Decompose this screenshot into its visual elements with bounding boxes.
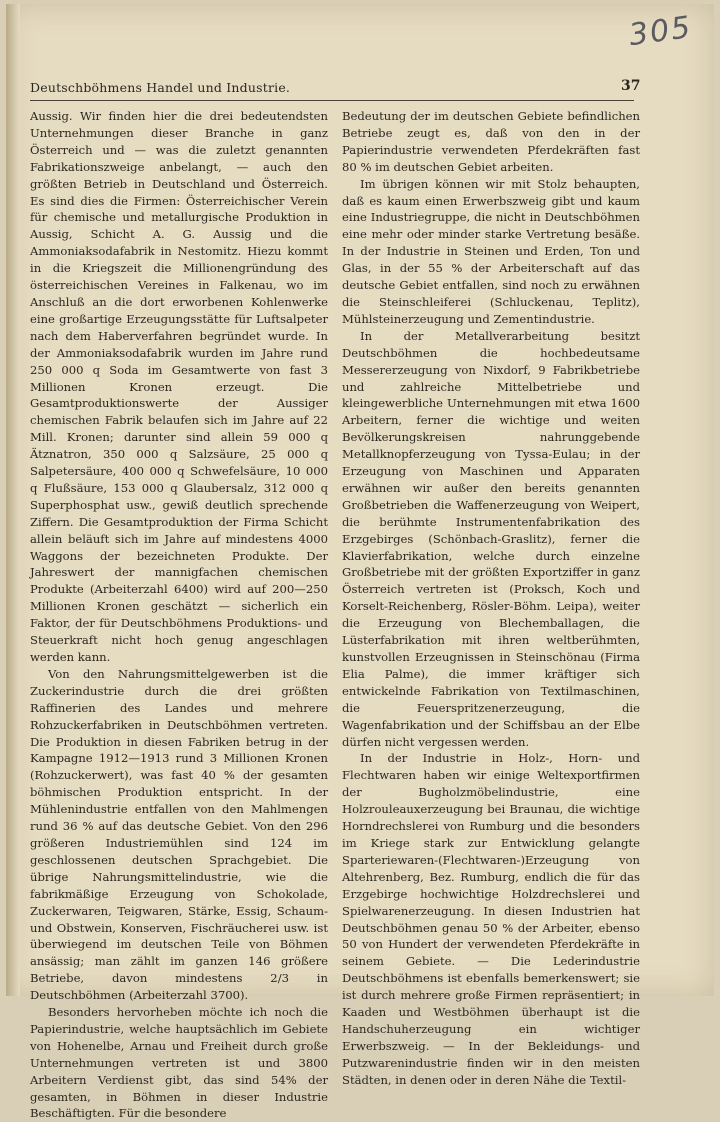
page-number: 37 — [621, 78, 641, 94]
paragraph: Aussig. Wir finden hier die drei bedeutendsten Unternehmungen dieser Branche in ganz Österreich und — was die zuletzt genannten Fabrikationszweige anbelangt, — auch den größten Betrieb in Deutschland und Österreich. Es sind dies die Firmen: Österreichischer Verein für chemische und metallurgische Produktion in Aussig, Schicht A. G. Aussig und die Ammoniaksodafabrik in Nestomitz. Hiezu kommt in die Kriegszeit die Millionengründung des österreichischen Vereines in Falkenau, wo im Anschluß an die dort erworbenen Kohlenwerke eine großartige Erzeugungsstätte für Luftsalpeter nach dem Haberverfahren begründet wurde. In der Ammoniaksodafabrik wurden im Jahre rund 250 000 q Soda im Gesamtwerte von fast 3 Millionen Kronen erzeugt. Die Gesamtproduktionswerte der Aussiger chemischen Fabrik belaufen sich im Jahre auf 22 Mill. Kronen; darunter sind allein 59 000 q Ätznatron, 350 000 q Salzsäure, 25 000 q Salpetersäure, 400 000 q Schwefelsäure, 10 000 q Flußsäure, 153 000 q Glaubersalz, 312 000 q Superphosphat usw., gewiß deutlich sprechende Ziffern. Die Gesamtproduktion der Firma Schicht allein beläuft sich im Jahre auf mindestens 4000 Waggons der bezeichneten Produkte. Der Jahreswert der mannigfachen chemischen Produkte (Arbeiterzahl 6400) wird auf 200—250 Millionen Kronen geschätzt — sicherlich ein Faktor, der für Deutschböhmens Produktions- und Steuerkraft nicht hoch genug angeschlagen werden kann. — [30, 109, 328, 664]
paragraph: Bedeutung der im deutschen Gebiete befindlichen Betriebe zeugt es, daß von den in der Papierindustrie verwendeten Pferdekräften fast 80 % im deutschen Gebiet arbeiten. — [342, 109, 640, 174]
running-title: Deutschböhmens Handel und Industrie. — [30, 80, 291, 95]
paragraph: Von den Nahrungsmittelgewerben ist die Zuckerindustrie durch die drei größten Raffinerien des Landes und mehrere Rohzuckerfabriken in Deutschböhmen vertreten. Die Produktion in diesen Fabriken betrug in der Kampagne 1912—1913 rund 3 Millionen Kronen (Rohzuckerwert), was fast 40 % der gesamten böhmischen Produktion entspricht. In der Mühlenindustrie entfallen von den Mahlmengen rund 36 % auf das deutsche Gebiet. Von den 296 größeren Industriemühlen sind 124 im geschlossenen deutschen Sprachgebiet. Die übrige Nahrungsmittelindustrie, wie die fabrikmäßige Erzeugung von Schokolade, Zuckerwaren, Teigwaren, Stärke, Essig, Schaum- und Obstwein, Konserven, Fischräucherei usw. ist überwiegend im deutschen Teile von Böhmen ansässig; man zählt im ganzen 146 größere Betriebe, davon mindestens 2/3 in Deutschböhmen (Arbeiterzahl 3700). — [30, 666, 328, 1003]
paragraph: In der Industrie in Holz-, Horn- und Flechtwaren haben wir einige Weltexportfirmen der Bugholzmöbelindustrie, eine Holzrouleauxerzeugung bei Braunau, die wichtige Horndrechslerei von Rumburg und die besonders im Kriege stark zur Entwicklung gelangte Sparteriewaren-(Flechtwaren-)Erzeugung von Altehrenberg, Bez. Rumburg, endlich die für das Erzgebirge hochwichtige Holzdrechslerei und Spielwarenerzeugung. In diesen Industrien hat Deutschböhmen genau 50 % der Arbeiter, ebenso 50 von Hundert der verwendeten Pferdekräfte in seinem Gebiete. — Die Lederindustrie Deutschböhmens ist ebenfalls bemerkenswert; sie ist durch mehrere große Firmen repräsentiert; in Kaaden und Westböhmen überhaupt ist die Handschuherzeugung ein wichtiger Erwerbszweig. — In der Bekleidungs- und Putzwarenindustrie finden wir in den meisten Städten, in denen oder in deren Nähe die Textil- — [342, 751, 640, 1087]
handwritten-page-note: 305 — [626, 9, 695, 54]
paragraph: Im übrigen können wir mit Stolz behaupten, daß es kaum einen Erwerbszweig gibt und kaum eine Industriegruppe, die nicht in Deutschböhmen eine mehr oder minder starke Vertretung besäße. In der Industrie in Steinen und Erden, Ton und Glas, in der 55 % der Arbeiterschaft auf das deutsche Gebiet entfallen, sind noch zu erwähnen die Steinschleiferei (Schluckenau, Teplitz), Mühlsteinerzeugung und Zementindustrie. — [342, 176, 640, 326]
right-column — [342, 108, 640, 1089]
paragraph: Besonders hervorheben möchte ich noch die Papierindustrie, welche hauptsächlich im Gebiete von Hohenelbe, Arnau und Freiheit durch große Unternehmungen vertreten ist und 3800 Arbeitern Verdienst gibt, das sind 54% der gesamten, in Böhmen in dieser Industrie Beschäftigten. Für die besondere — [30, 1005, 328, 1121]
paragraph: In der Metallverarbeitung besitzt Deutschböhmen die hochbedeutsame Messererzeugung von Nixdorf, 9 Fabrikbetriebe und zahlreiche Mittelbetriebe und kleingewerbliche Unternehmungen mit etwa 1600 Arbeitern, ferner die wichtige und weiten Bevölkerungskreisen nahrunggebende Metallknopferzeugung von Tyssa-Eulau; in der Erzeugung von Maschinen und Apparaten erwähnen wir außer den bereits genannten Großbetrieben die Waffenerzeugung von Weipert, die berühmte Instrumentenfabrikation des Erzgebirges (Schönbach-Graslitz), ferner die Klavierfabrikation, welche durch einzelne Großbetriebe mit der größten Exportziffer in ganz Österreich vertreten ist (Proksch, Koch und Korselt-Reichenberg, Rösler-Böhm. Leipa), weiter die Erzeugung von Blechemballagen, die Lüsterfabrikation mit ihren weltberühmten, kunstvollen Erzeugnissen in Steinschönau (Firma Elia Palme), die immer kräftiger sich entwickelnde Fabrikation von Textilmaschinen, die Feuerspritzenerzeugung, die Wagenfabrikation und der Schiffsbau an der Elbe dürfen nicht vergessen werden. — [342, 328, 640, 749]
page-binding-shadow — [6, 4, 20, 996]
header-rule — [30, 100, 634, 101]
left-column — [30, 108, 328, 1122]
book-page — [6, 4, 714, 1121]
